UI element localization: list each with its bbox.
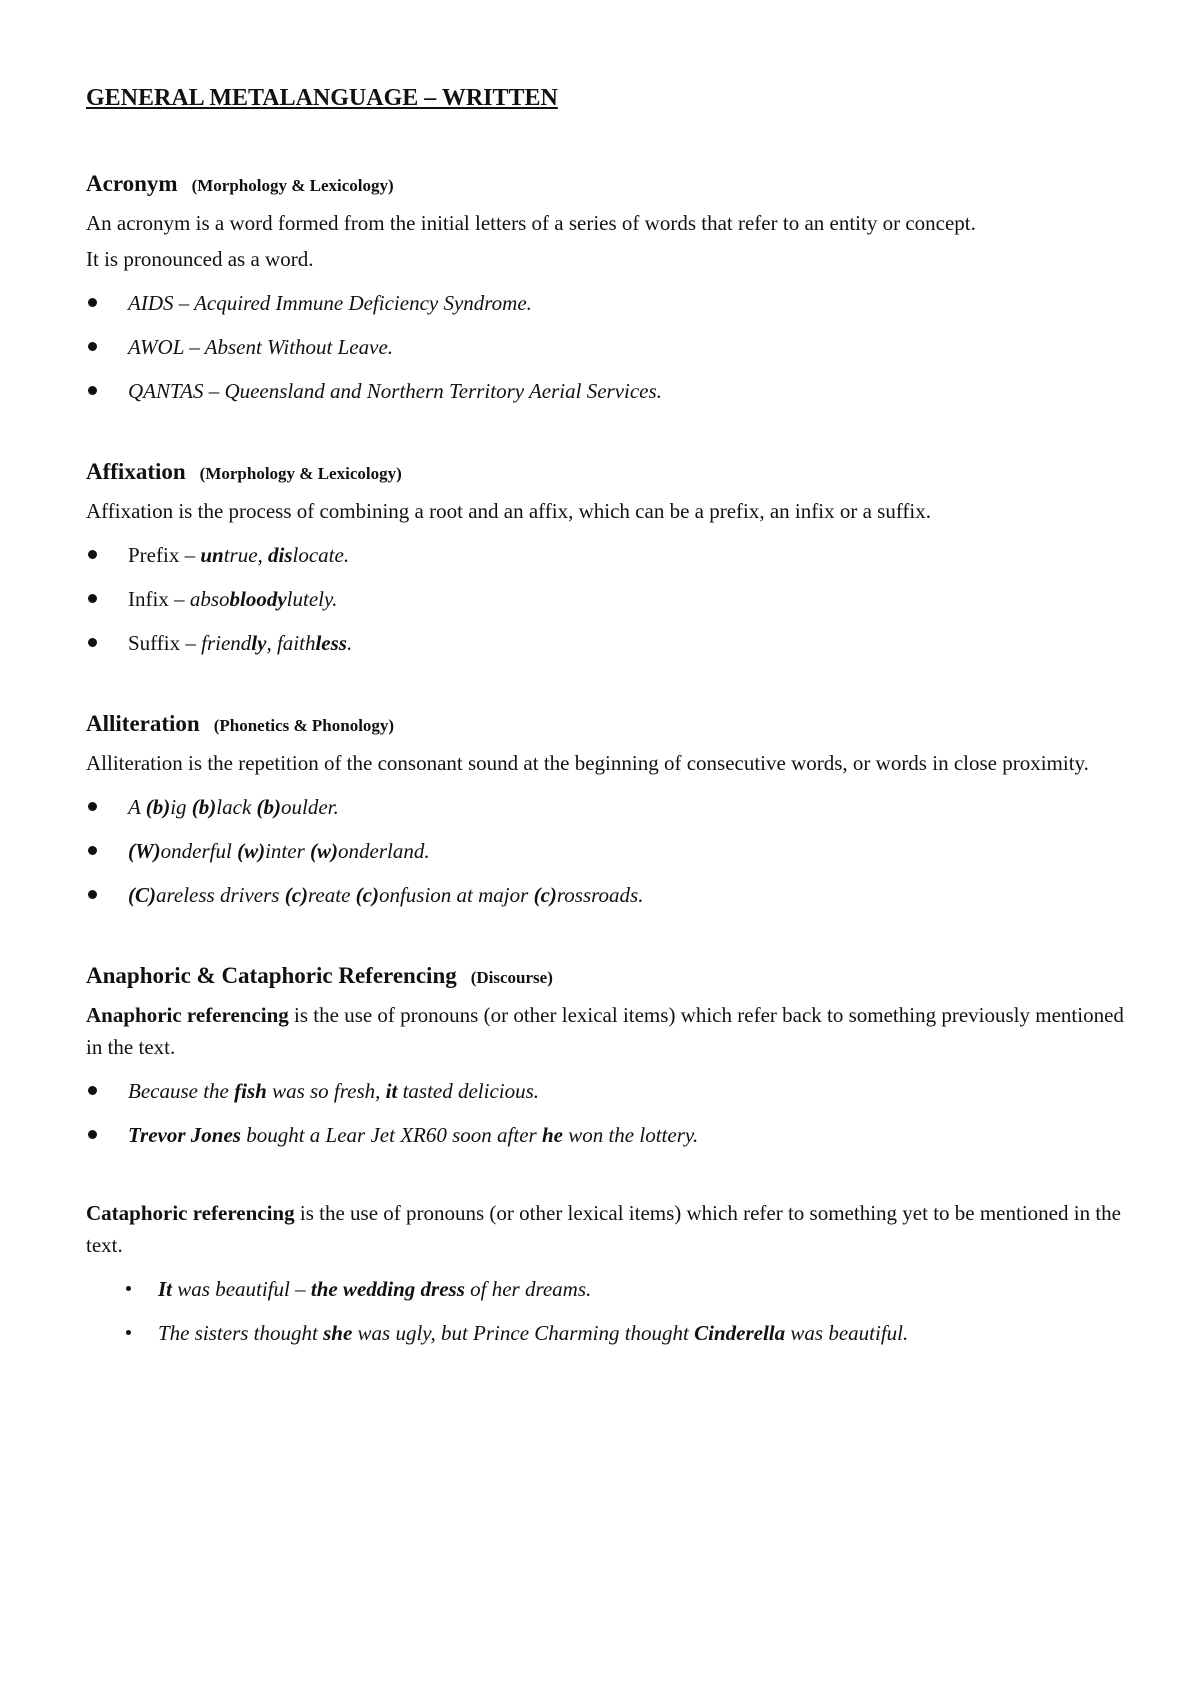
term-name: Affixation bbox=[86, 458, 186, 484]
term-field: (Morphology & Lexicology) bbox=[199, 463, 402, 483]
definition: Affixation is the process of combining a root and an affix, which can be a prefix, an infix or a suffix. bbox=[86, 498, 932, 523]
list-item: QANTAS – Queensland and Northern Territory Aerial Services. bbox=[86, 375, 1140, 407]
bullet-icon bbox=[88, 638, 97, 647]
list-item: A (b)ig (b)lack (b)oulder. bbox=[86, 791, 1140, 823]
term-field: (Morphology & Lexicology) bbox=[191, 175, 394, 195]
list-item: AWOL – Absent Without Leave. bbox=[86, 331, 1140, 363]
bullet-icon bbox=[126, 1286, 131, 1291]
list-item: AIDS – Acquired Immune Deficiency Syndrome. bbox=[86, 287, 1140, 319]
definition-anaphoric: Anaphoric referencing is the use of pronouns (or other lexical items) which refer back to something previously mentioned in the text. bbox=[86, 1002, 1124, 1059]
term-name: Alliteration bbox=[86, 710, 200, 736]
term-heading bbox=[86, 963, 1140, 989]
bullet-icon bbox=[88, 342, 97, 351]
term-name: Anaphoric & Cataphoric Referencing bbox=[86, 962, 457, 988]
bullet-icon bbox=[88, 550, 97, 559]
example-list bbox=[86, 287, 1140, 407]
bullet-icon bbox=[88, 1130, 97, 1139]
list-item: Suffix – friendly, faithless. bbox=[86, 627, 1140, 659]
list-item: Because the fish was so fresh, it tasted delicious. bbox=[86, 1075, 1140, 1107]
section-alliteration bbox=[86, 711, 1140, 911]
bullet-icon bbox=[88, 1086, 97, 1095]
bullet-icon bbox=[88, 298, 97, 307]
definition-cataphoric: Cataphoric referencing is the use of pronouns (or other lexical items) which refer to something yet to be mentioned in the text. bbox=[86, 1200, 1121, 1257]
list-item: (C)areless drivers (c)reate (c)onfusion at major (c)rossroads. bbox=[86, 879, 1140, 911]
list-item: It was beautiful – the wedding dress of her dreams. bbox=[124, 1273, 1140, 1305]
example-list bbox=[86, 539, 1140, 659]
bullet-icon bbox=[88, 846, 97, 855]
term-field: (Phonetics & Phonology) bbox=[213, 715, 395, 735]
definition: Alliteration is the repetition of the consonant sound at the beginning of consecutive words, or words in close proximity. bbox=[86, 750, 1089, 775]
list-item: (W)onderful (w)inter (w)onderland. bbox=[86, 835, 1140, 867]
term-heading bbox=[86, 459, 1140, 485]
bullet-icon bbox=[88, 386, 97, 395]
document-title: GENERAL METALANGUAGE – WRITTEN bbox=[86, 85, 558, 111]
section-acronym bbox=[86, 171, 1140, 407]
term-heading bbox=[86, 711, 1140, 737]
bullet-icon bbox=[88, 802, 97, 811]
term-name: Acronym bbox=[86, 170, 178, 196]
bullet-icon bbox=[126, 1330, 131, 1335]
definition: An acronym is a word formed from the initial letters of a series of words that refer to an entity or concept. bbox=[86, 210, 976, 235]
section-referencing bbox=[86, 963, 1140, 1349]
example-list bbox=[86, 791, 1140, 911]
list-item: Trevor Jones bought a Lear Jet XR60 soon after he won the lottery. bbox=[86, 1119, 1140, 1151]
list-item: Prefix – untrue, dislocate. bbox=[86, 539, 1140, 571]
section-affixation bbox=[86, 459, 1140, 659]
term-field: (Discourse) bbox=[470, 967, 553, 987]
example-list bbox=[86, 1273, 1140, 1349]
list-item: The sisters thought she was ugly, but Prince Charming thought Cinderella was beautiful. bbox=[124, 1317, 1140, 1349]
bullet-icon bbox=[88, 890, 97, 899]
example-list bbox=[86, 1075, 1140, 1151]
list-item: Infix – absobloodylutely. bbox=[86, 583, 1140, 615]
term-heading bbox=[86, 171, 1140, 197]
definition: It is pronounced as a word. bbox=[86, 246, 314, 271]
bullet-icon bbox=[88, 594, 97, 603]
